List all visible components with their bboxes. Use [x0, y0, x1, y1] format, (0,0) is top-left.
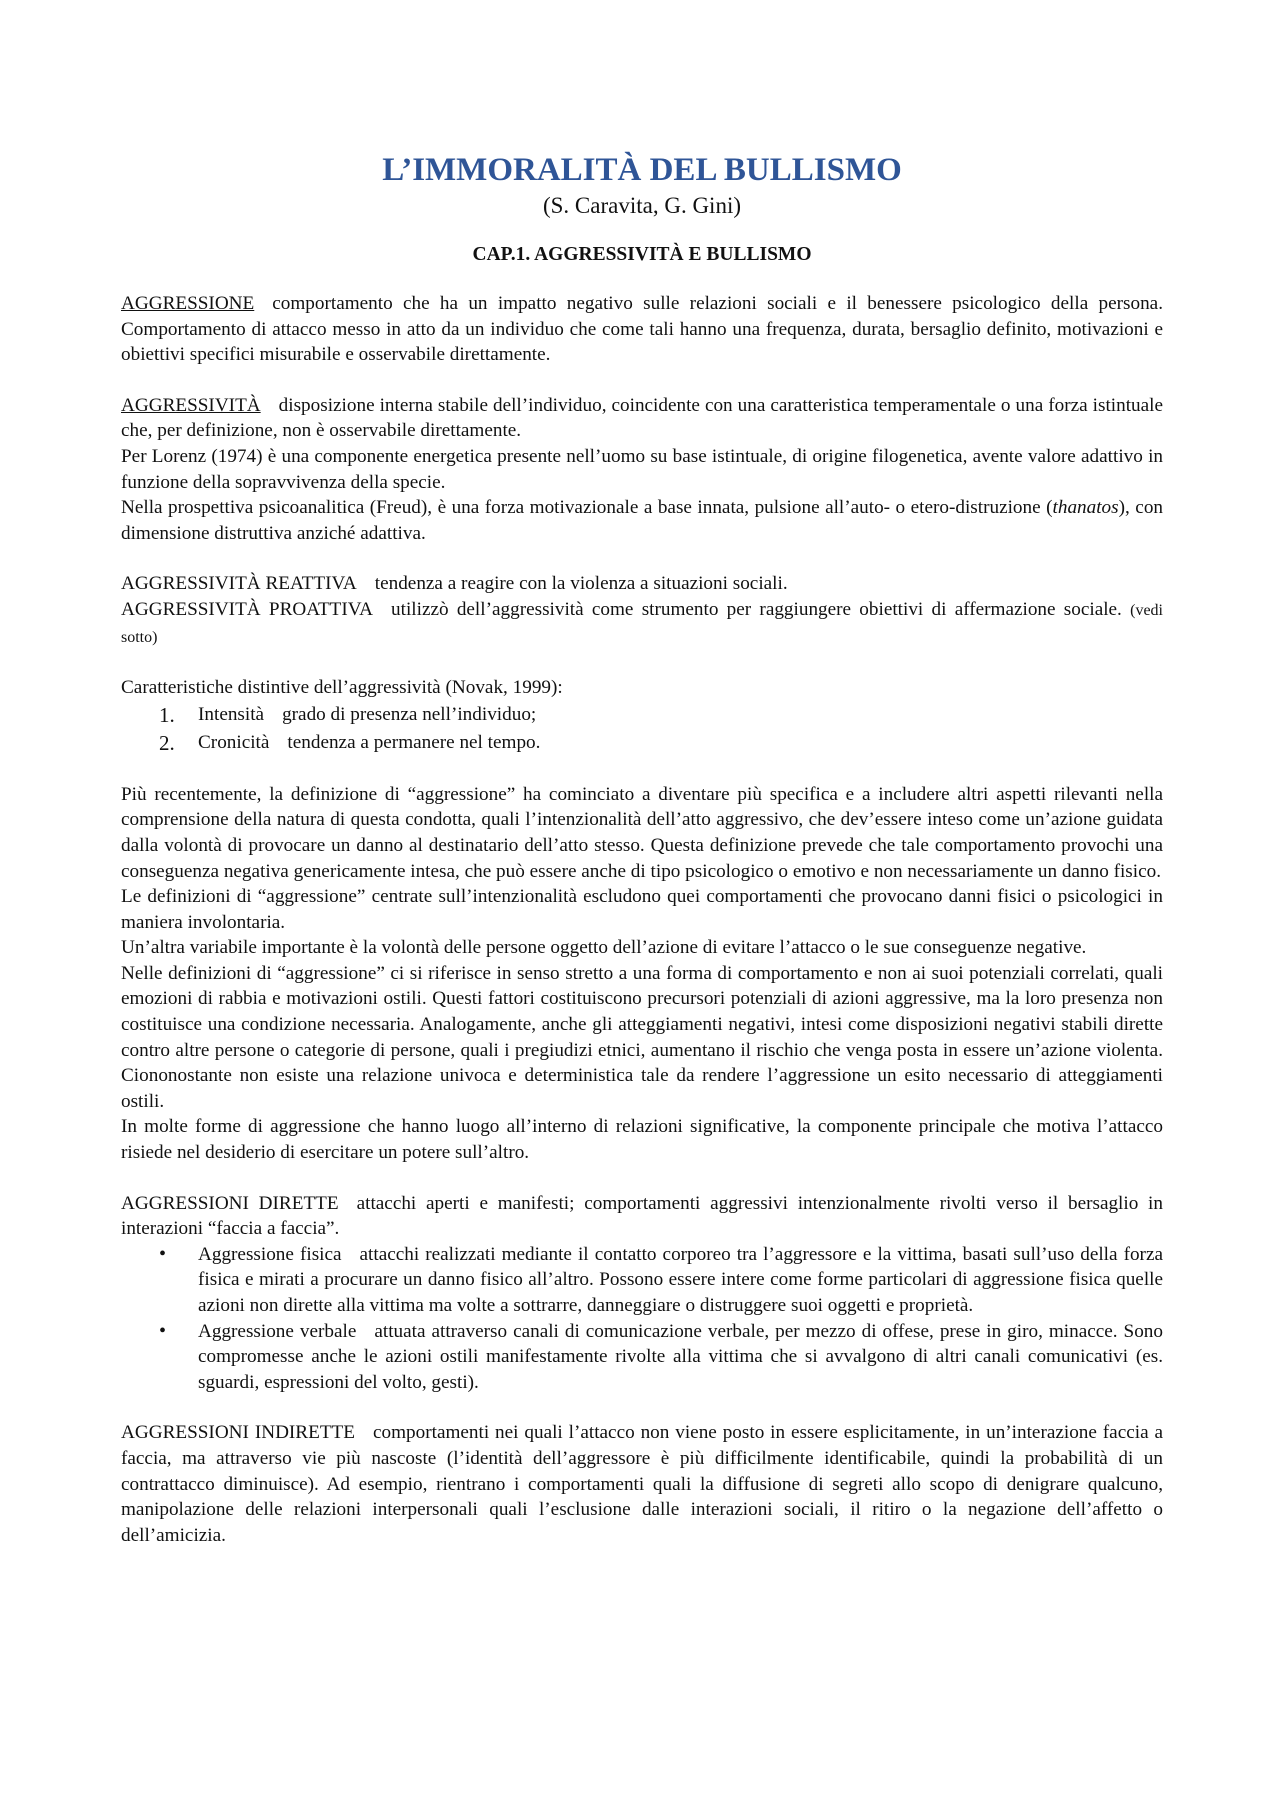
list-item-text: attuata attraverso canali di comunicazione verbale, per mezzo di offese, prese in giro, minacce. Sono compromesse anche le azioni ostili manifestamente rivolte alla vittima che si avvalgono di altri canali comunicativi (es. sguardi, espressioni del volto, gesti).: [198, 1320, 1163, 1393]
list-item-term: Aggressione fisica: [198, 1243, 342, 1265]
bullet-icon: •: [159, 1319, 167, 1342]
paragraph-freud-text-b: ), con dimensione distruttiva anziché adattiva.: [121, 497, 1164, 544]
definition-indirette: [121, 1420, 1163, 1548]
list-item-term: Cronicità: [198, 731, 270, 753]
list-item-text: attacchi realizzati mediante il contatto corporeo tra l’aggressore e la vittima, basati sull’uso della forza fisica e mirati a procurare un danno fisico all’altro. Possono essere intere come forme particolari di aggressione fisica quelle azioni non dirette alla vittima ma volte a sottrarre, danneggiare o distruggere suoi oggetti e proprietà.: [198, 1243, 1163, 1316]
characteristics-list: [121, 701, 1163, 757]
definition-indirette-text: comportamenti nei quali l’attacco non viene posto in essere esplicitamente, in un’interazione faccia a faccia, ma attraverso vie più nascoste (l’identità dell’aggressore è più difficilmente identificabile, quindi la probabilità di un contrattacco diminuisce). Ad esempio, rientrano i comportamenti quali la diffusione di segreti allo scopo di denigrare qualcuno, manipolazione delle relazioni interpersonali quali l’esclusione dalle interazioni sociali, il ritiro o la negazione dell’affetto o dell’amicizia.: [121, 1422, 1163, 1546]
term-dirette: AGGRESSIONI DIRETTE: [121, 1192, 339, 1214]
characteristics-intro: Caratteristiche distintive dell’aggressività (Novak, 1999):: [121, 677, 563, 699]
term-aggressivita: AGGRESSIVITÀ: [121, 394, 261, 416]
definition-aggressivita: [121, 393, 1163, 444]
definition-dirette-text: attacchi aperti e manifesti; comportamenti aggressivi intenzionalmente rivolti verso il bersaglio in interazioni “faccia a faccia”.: [121, 1192, 1163, 1240]
list-item-text: grado di presenza nell’individuo;: [282, 703, 537, 725]
list-item: [121, 1319, 1163, 1396]
paragraph-correlati: Nelle definizioni di “aggressione” ci si riferisce in senso stretto a una forma di comportamento e non ai suoi potenziali correlati, quali emozioni di rabbia e motivazioni ostili. Questi fattori costituiscono precursori potenziali di azioni aggressive, ma la loro presenza non costituisce una condizione necessaria. Analogamente, anche gli atteggiamenti negativi, intesi come disposizioni negativi stabili dirette contro altre persone o categorie di persone, quali i pregiudizi etnici, aumentano il rischio che venga posta in essere un’azione violenta. Ciononostante non esiste una relazione univoca e deterministica tale da rendere l’aggressione un esito necessario di atteggiamenti ostili.: [121, 962, 1163, 1112]
definition-reattiva-text: tendenza a reagire con la violenza a situazioni sociali.: [374, 573, 788, 595]
list-item: [121, 701, 1163, 729]
paragraph-potere: In molte forme di aggressione che hanno luogo all’interno di relazioni significative, la componente principale che motiva l’attacco risiede nel desiderio di esercitare un potere sull’altro.: [121, 1116, 1163, 1164]
paragraph-intenzionalita: Le definizioni di “aggressione” centrate sull’intenzionalità escludono quei comportamenti che provocano danni fisici o psicologici in maniera involontaria.: [121, 886, 1163, 933]
list-item-text: tendenza a permanere nel tempo.: [287, 731, 541, 753]
dirette-list: [121, 1242, 1163, 1396]
term-aggressione: AGGRESSIONE: [121, 293, 255, 314]
list-number: 1.: [159, 702, 175, 727]
document-authors: (S. Caravita, G. Gini): [542, 193, 741, 218]
paragraph-freud: [121, 495, 1163, 546]
paragraph-variabile: Un’altra variabile importante è la volontà delle persone oggetto dell’azione di evitare l’attacco o le sue conseguenze negative.: [121, 937, 1087, 959]
paragraph-lorenz: Per Lorenz (1974) è una componente energetica presente nell’uomo su base istintuale, di origine filogenetica, avente valore adattivo in funzione della sopravvivenza della specie.: [121, 445, 1163, 493]
list-item: [121, 729, 1163, 757]
definition-proattiva: [121, 597, 1163, 650]
note-vedi-sotto: (vedi sotto): [121, 601, 1163, 646]
definition-proattiva-text: utilizzò dell’aggressività come strumento per raggiungere obiettivi di affermazione sociale.: [391, 598, 1122, 620]
list-number: 2.: [159, 730, 175, 755]
bullet-icon: •: [159, 1242, 167, 1265]
term-indirette: AGGRESSIONI INDIRETTE: [121, 1422, 355, 1444]
term-thanatos: thanatos: [1052, 497, 1119, 519]
definition-aggressione-text: comportamento che ha un impatto negativo sulle relazioni sociali e il benessere psicologico della persona. Comportamento di attacco messo in atto da un individuo che come tali hanno una frequenza, durata, bersaglio definito, motivazioni e obiettivi specifici misurabile e osservabile direttamente.: [121, 293, 1163, 366]
definition-dirette: [121, 1191, 1163, 1242]
chapter-heading: CAP.1. AGGRESSIVITÀ E BULLISMO: [472, 244, 812, 265]
term-reattiva: AGGRESSIVITÀ REATTIVA: [121, 573, 357, 595]
document-body: [121, 150, 1163, 1548]
definition-aggressivita-text: disposizione interna stabile dell’individuo, coincidente con una caratteristica temperamentale o una forza istintuale che, per definizione, non è osservabile direttamente.: [121, 394, 1163, 442]
definition-aggressione: [121, 291, 1163, 368]
document-title: L’IMMORALITÀ DEL BULLISMO: [382, 152, 902, 188]
term-proattiva: AGGRESSIVITÀ PROATTIVA: [121, 598, 374, 620]
list-item-term: Intensità: [198, 703, 265, 725]
definition-reattiva: [121, 571, 1163, 597]
list-item-term: Aggressione verbale: [198, 1320, 357, 1342]
paragraph-freud-text-a: Nella prospettiva psicoanalitica (Freud), è una forza motivazionale a base innata, pulsione all’auto- o etero-distruzione (: [121, 497, 1053, 519]
paragraph-definizione: Più recentemente, la definizione di “aggressione” ha cominciato a diventare più specifica e a includere altri aspetti rilevanti nella comprensione della natura di questa condotta, quali l’intenzionalità dell’atto aggressivo, che dev’essere inteso come un’azione guidata dalla volontà di provocare un danno al destinatario dell’atto stesso. Questa definizione prevede che tale comportamento provochi una conseguenza negativa genericamente intesa, che può essere anche di tipo psicologico o emotivo e non necessariamente un danno fisico.: [121, 783, 1163, 882]
list-item: [121, 1242, 1163, 1319]
